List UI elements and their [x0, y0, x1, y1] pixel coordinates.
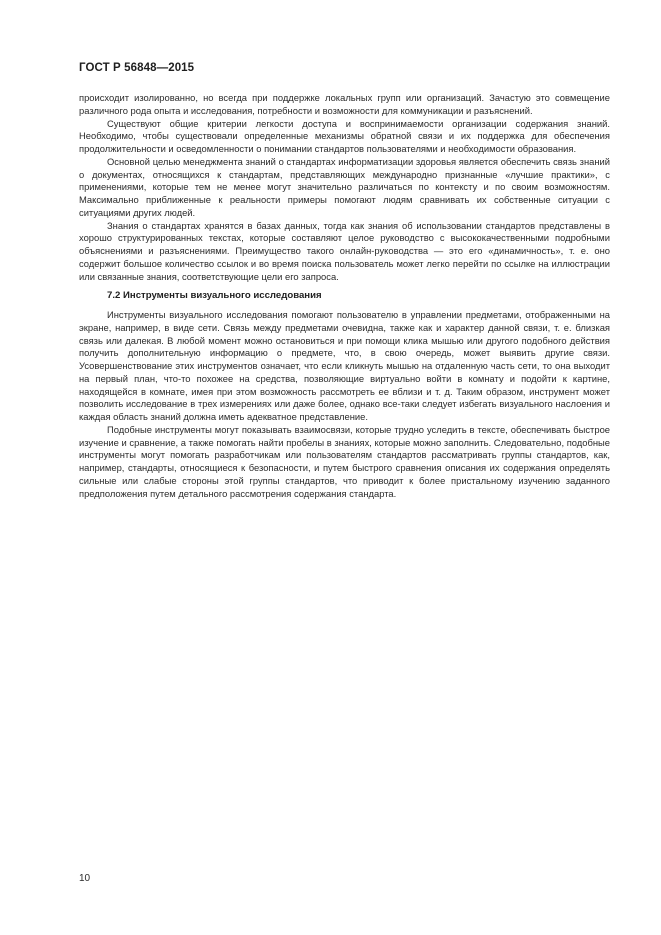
page-number: 10	[79, 873, 91, 884]
document-header: ГОСТ Р 56848—2015	[79, 62, 195, 74]
paragraph-visual-tools-intro: Инструменты визуального исследования помогают пользователю в управлении предметами, отображенными на экране, например, в виде сети. Связь между предметами очевидна, также как и характер данной связи, т. е. близкая связь или далекая. В любой момент можно остановиться и при помощи клика мышью или другого подобного действия получить дополнительную информацию о предмете, что, в свою очередь, может выявить другие связи. Усовершенствование этих инструментов означает, что если кликнуть мышью на отдаленную часть сети, то она выходит на первый план, что-то похожее на средства, позволяющие виртуально войти в комнату и подойти к картине, находящейся в комнате, имея при этом возможность рассмотреть ее вблизи и т. д. Таким образом, инструмент может позволить исследование в трех измерениях или даже более, однако все-таки следует избегать визуального наслоения и каждая область знаний должна иметь адекватное представление.	[79, 309, 610, 422]
paragraph-knowledge-management-goal: Основной целью менеджмента знаний о стандартах информатизации здоровья является обеспечить связь знаний о документах, относящихся к стандартам, представляющих международно признанные «лучшие практики», с применениями, которые тем не менее могут значительно различаться по контексту и по своим возможностям. Максимально приближенные к реальности примеры помогают людям сравнивать их собственные ситуации с ситуациями других людей.	[79, 155, 610, 218]
paragraph-knowledge-storage: Знания о стандартах хранятся в базах данных, тогда как знания об использовании стандартов представлены в хорошо структурированных текстах, которые составляют целое руководство с высококачественными подробными объяснениями и разъяснениями. Преимущество такого онлайн-руководства — это его «динамичность», т. е. оно содержит большое количество ссылок и во время поиска пользователь может легко перейти по ссылке на иллюстрации или связанные знания, соответствующие цели его запроса.	[79, 219, 610, 282]
paragraph-continuation: происходит изолированно, но всегда при поддержке локальных групп или организаций. Зачастую это совмещение различного рода опыта и исследования, потребности и возможности для коммуникации и разъяснений.	[79, 92, 610, 116]
document-body	[79, 92, 610, 500]
paragraph-access-criteria: Существуют общие критерии легкости доступа и воспринимаемости организации содержания знаний. Необходимо, чтобы существовали определенные механизмы обратной связи и их поддержка для обеспечения продолжительности и осведомленности о понимании стандартов пользователями и необходимости образования.	[79, 117, 610, 154]
section-heading-7-2: 7.2 Инструменты визуального исследования	[107, 290, 322, 302]
paragraph-visual-tools-benefits: Подобные инструменты могут показывать взаимосвязи, которые трудно уследить в тексте, обеспечивать быстрое изучение и сравнение, а также помогать найти пробелы в знаниях, которые можно заполнить. Следовательно, подобные инструменты могут помогать разработчикам или пользователям стандартов рассматривать группы стандартов, как, например, стандарты, относящиеся к безопасности, и путем быстрого сравнения описания их содержания определять сильные или слабые стороны этой группы стандартов, что приводит к более пристальному изучению заданного предположения путем детального рассмотрения содержания стандарта.	[79, 423, 610, 499]
